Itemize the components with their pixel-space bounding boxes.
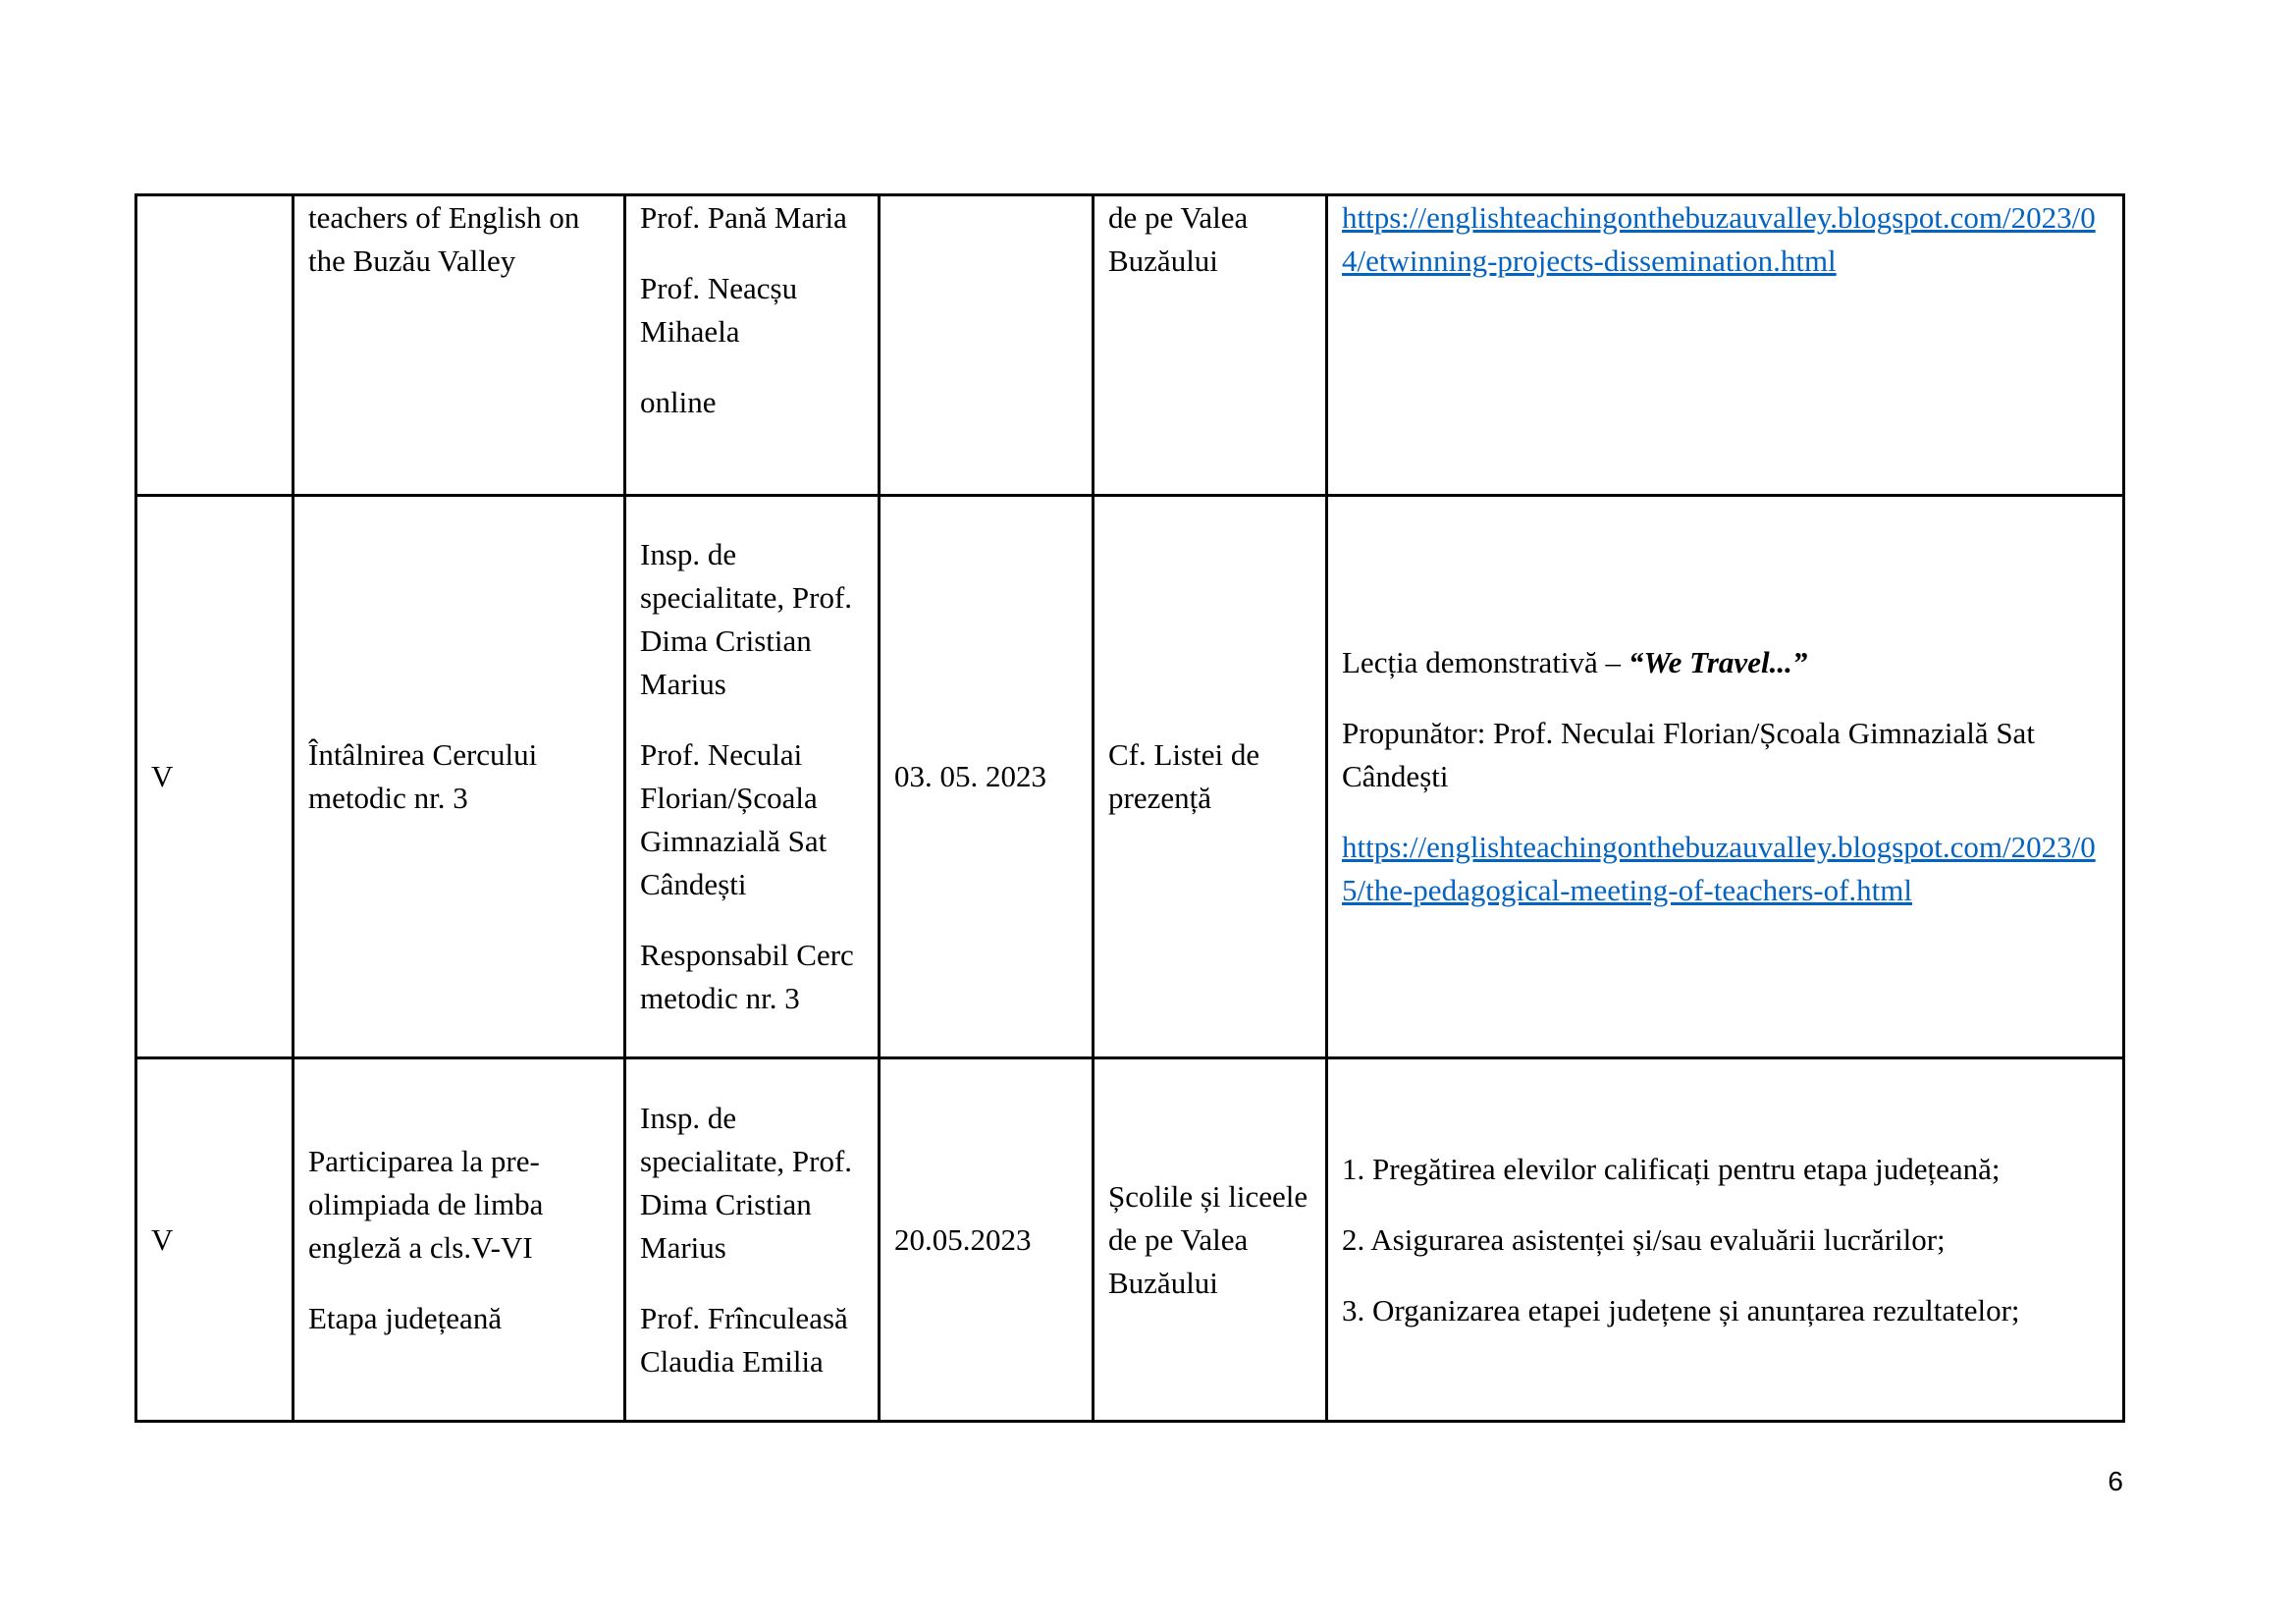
participants-cell <box>1094 496 1327 1058</box>
row-number-cell: V <box>136 496 294 1058</box>
responsible-text: Prof. Frînculeasă Claudia Emilia <box>640 1300 848 1379</box>
list-item: 3. Organizarea etapei județene și anunțarea rezultatelor; <box>1342 1292 2020 1327</box>
responsible-cell <box>625 195 880 496</box>
responsible-cell <box>625 1058 880 1422</box>
details-cell <box>1327 1058 2124 1422</box>
blog-link[interactable]: https://englishteachingonthebuzauvalley.blogspot.com/2023/05/the-pedagogical-meeting-of-teachers-of.html <box>1342 830 2096 907</box>
responsible-cell <box>625 496 880 1058</box>
list-item: 1. Pregătirea elevilor calificați pentru etapa județeană; <box>1342 1151 2001 1186</box>
activities-table <box>134 193 2125 1423</box>
proposer-text: Propunător: Prof. Neculai Florian/Școala Gimnazială Sat Cândești <box>1342 716 2035 793</box>
responsible-text: online <box>640 385 717 419</box>
table-row <box>136 496 2124 1058</box>
responsible-text: Responsabil Cerc metodic nr. 3 <box>640 938 854 1015</box>
activity-text: Întâlnirea Cercului metodic nr. 3 <box>308 737 538 815</box>
participants-cell <box>1094 195 1327 496</box>
activity-cell <box>294 1058 625 1422</box>
participants-text: Cf. Listei de prezență <box>1108 737 1260 815</box>
activity-cell <box>294 496 625 1058</box>
responsible-text: Insp. de specialitate, Prof. Dima Cristian Marius <box>640 1100 853 1265</box>
lesson-line <box>1342 641 2109 684</box>
date-cell: 03. 05. 2023 <box>880 496 1094 1058</box>
participants-text: de pe Valea Buzăului <box>1108 200 1249 278</box>
row-number-cell <box>136 195 294 496</box>
responsible-text: Insp. de specialitate, Prof. Dima Cristian Marius <box>640 537 853 701</box>
activity-cell <box>294 195 625 496</box>
date-cell <box>880 195 1094 496</box>
details-cell <box>1327 195 2124 496</box>
row-number-cell: V <box>136 1058 294 1422</box>
activity-text: Etapa județeană <box>308 1300 503 1335</box>
blog-link[interactable]: https://englishteachingonthebuzauvalley.blogspot.com/2023/04/etwinning-projects-dissemination.html <box>1342 200 2096 278</box>
responsible-text: Prof. Pană Maria <box>640 200 847 235</box>
activity-text: teachers of English on the Buzău Valley <box>308 200 580 278</box>
table-row <box>136 195 2124 496</box>
participants-cell <box>1094 1058 1327 1422</box>
participants-text: Școlile și liceele de pe Valea Buzăului <box>1108 1178 1308 1300</box>
page-number: 6 <box>2108 1466 2123 1496</box>
responsible-text: Prof. Neacșu Mihaela <box>640 271 798 349</box>
responsible-text: Prof. Neculai Florian/Școala Gimnazială Sat Cândești <box>640 737 828 901</box>
details-cell <box>1327 496 2124 1058</box>
list-item: 2. Asigurarea asistenței și/sau evaluării lucrărilor; <box>1342 1221 1946 1257</box>
lesson-prefix: Lecția demonstrativă – <box>1342 645 1629 679</box>
activity-text: Participarea la pre-olimpiada de limba engleză a cls.V-VI <box>308 1143 544 1265</box>
table-row <box>136 1058 2124 1422</box>
lesson-title: “We Travel...” <box>1628 645 1808 679</box>
date-cell: 20.05.2023 <box>880 1058 1094 1422</box>
